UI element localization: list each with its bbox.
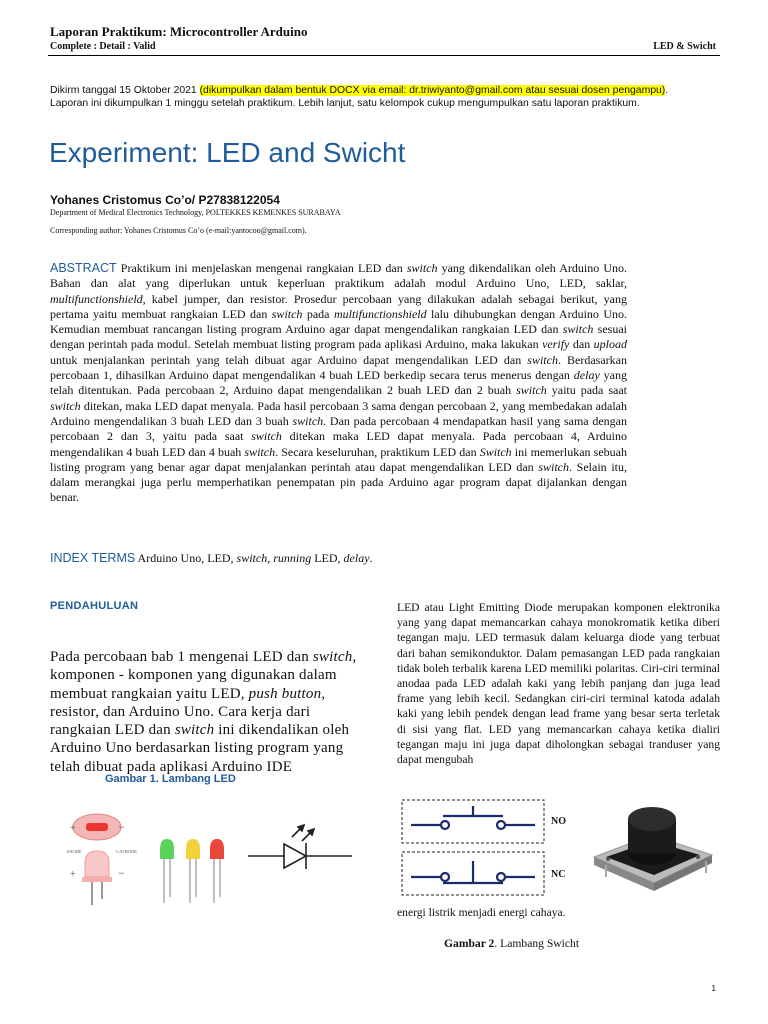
green-led <box>160 839 174 859</box>
intro-italic: switch <box>174 722 215 739</box>
notice-date: Dikirm tanggal 15 Oktober 2021 <box>50 85 200 96</box>
led-rim <box>82 877 112 882</box>
button-rivet <box>606 857 610 861</box>
corresponding-author: Corresponding author: Yohanes Cristomus Co’o (e-mail:yantocoo@gmail.com). <box>50 226 307 235</box>
abstract-text: . Berdasarkan percobaan 1, dihasilkan Arduino dapat mengendalikan 4 buah LED berkedip secara terus menerus dengan <box>50 352 627 383</box>
led-side-view <box>85 851 109 877</box>
intro-text: Pada percobaan bab 1 mengenai LED dan <box>50 649 313 665</box>
index-italic: switch <box>236 551 268 565</box>
abstract-text: ditekan maka LED dapat menyala. Pada percobaan 4, Arduino mengendalikan 4 buah LED dan 4 buah <box>50 429 627 459</box>
button-cap-top <box>628 807 676 831</box>
abstract-text: . Dan pada percobaan 4 mendapatkan hasil yang sama dengan percobaan 2 dan 3, yaitu pada saat <box>50 413 628 444</box>
plus-label-top: + <box>70 823 76 834</box>
intro-text: , resistor, dan Arduino Uno. Cara kerja dari rangkaian LED dan <box>50 685 326 739</box>
nc-switch-symbol <box>411 861 535 883</box>
figure1-led-symbol <box>52 801 364 906</box>
abstract-italic: multifunctionshield <box>333 306 427 321</box>
abstract-italic: switch <box>527 352 558 367</box>
minus-label-side: − <box>118 866 125 880</box>
running-header-title: Laporan Praktikum: Microcontroller Arduino <box>50 24 308 39</box>
page-number: 1 <box>711 984 716 993</box>
abstract-italic: switch <box>562 322 594 337</box>
anode-label: ANODE <box>66 849 82 854</box>
intro-italic: switch <box>312 649 353 665</box>
nc-label: NC <box>551 869 566 880</box>
led-description-tail: energi listrik menjadi energi cahaya. <box>397 906 566 919</box>
abstract-text: lalu dihubungkan dengan Arduino Uno. Kemudian membuat rancangan listing program Arduino agar dapat mengendalikan rangkaian LED dan <box>50 306 628 337</box>
abstract-text: sesuai dengan perintah pada modul. Setelah membuat listing program pada aplikasi Arduino, maka lakukan <box>50 322 627 352</box>
index-italic: delay <box>343 551 370 565</box>
figure2-switch-symbols <box>399 797 576 897</box>
led-description-paragraph: LED atau Light Emitting Diode merupakan komponen elektronika yang yang dapat memancarkan cahaya monokromatik ketika diberi tegangan maju. LED termasuk dalam keluarga diode yang terbuat dari bahan semikonduktor. Dalam pemasangan LED pada rangkaian tidak boleh terbalik karena LED memiliki polaritas. Ciri-ciri terminal anodaa pada LED adalah kaki yang lebih panjang dan juga lead frame yang lebih kecil. Sedangkan ciri-ciri terminal katoda adalah kaki yang lebih pendek dengan lead frame yang besar serta terletak di sisi yang flat. LED yang memancarkan cahaya ketika dialiri tegangan maju ini juga dapat diholongkan sebagai tranduser yang dapat mengubah <box>397 601 720 767</box>
abstract-text: dan <box>569 337 594 352</box>
header-divider <box>48 55 720 56</box>
abstract-italic: switch <box>50 398 81 413</box>
affiliation: Department of Medical Electronics Technology, POLTEKKES KEMENKES SURABAYA <box>50 208 341 217</box>
no-switch-symbol <box>411 806 535 829</box>
figure1-caption: Gambar 1. Lambang LED <box>105 773 236 785</box>
figure2-caption-text: . Lambang Swicht <box>494 937 580 950</box>
notice-period: . <box>665 85 669 96</box>
notice-highlight: (dikumpulkan dalam bentuk DOCX via email: dr.triwiyanto@gmail.com atau sesuai dosen pengampu) <box>199 85 666 96</box>
plus-label-side: + <box>70 869 76 880</box>
notice-line2: Laporan ini dikumpulkan 1 minggu setelah praktikum. Lebih lanjut, satu kelompok cukup mengumpulkan satu laporan praktikum. <box>50 98 640 109</box>
abstract-italic: delay <box>573 368 600 383</box>
index-text: LED, <box>311 551 344 565</box>
abstract-label: ABSTRACT <box>50 261 117 275</box>
abstract-text: untuk menjalankan perintah yang telah dibuat agar Arduino dapat mengendalikan LED dan <box>50 352 528 367</box>
abstract-text: yaitu pada saat <box>546 383 627 398</box>
abstract-text: yang telah ditentukan. Pada percobaan 2, Arduino dapat mengendalikan 2 buah LED dan 2 buah <box>50 368 628 398</box>
led-schematic-symbol <box>248 825 352 869</box>
abstract-text: . Selain itu, dalam merangkai juga perlu memperhatikan penempatan pin pada Arduino agar program dapat dijalankan dengan benar. <box>50 459 627 505</box>
abstract-italic: switch <box>538 459 570 474</box>
abstract-text: pada <box>302 306 334 321</box>
figure2-caption-number: Gambar 2 <box>444 937 495 950</box>
running-header-right: LED & Swicht <box>653 41 716 52</box>
intro-italic: push button <box>248 685 322 702</box>
abstract-italic: Switch <box>479 444 512 459</box>
button-rivet <box>696 855 700 859</box>
index-terms-label: INDEX TERMS <box>50 551 136 565</box>
index-text: Arduino Uno, LED, <box>135 551 237 565</box>
no-label: NO <box>551 816 566 827</box>
abstract-paragraph <box>50 261 627 506</box>
index-terms <box>50 551 373 566</box>
abstract-italic: upload <box>593 337 627 352</box>
intro-paragraph <box>50 648 370 776</box>
abstract-italic: switch <box>244 444 276 459</box>
paper-title: Experiment: LED and Swicht <box>49 137 406 168</box>
red-led <box>210 839 224 859</box>
abstract-text: ditekan, maka LED dapat menyala. Pada hasil percobaan 3 sama dengan percobaan 2, yang membedakan adalah Arduino mengendalikan 3 buah LED dan 3 buah <box>50 398 627 428</box>
author-name: Yohanes Cristomus Co’o/ P27838122054 <box>50 193 280 207</box>
abstract-text: . Secara keseluruhan, praktikum LED dan <box>275 444 480 459</box>
abstract-text: ini memerlukan sebuah listing program yang benar agar dapat menjalankan perintah atau dapat mengendalikan LED dan <box>50 444 627 474</box>
running-header-subtitle: Complete : Detail : Valid <box>50 41 156 52</box>
led-die <box>86 823 108 831</box>
abstract-italic: verify <box>542 337 570 352</box>
figure2-push-button-photo <box>586 797 718 897</box>
index-italic: running <box>273 551 312 565</box>
abstract-italic: switch <box>406 261 438 275</box>
yellow-led <box>186 839 200 859</box>
figure2-caption <box>444 937 579 950</box>
abstract-italic: switch <box>271 306 303 321</box>
intro-text: ini dikendalikan oleh Arduino Uno berdasarkan listing program yang telah dibuat pada aplikasi Arduino IDE <box>50 722 350 775</box>
abstract-italic: switch <box>516 383 547 398</box>
section-heading-pendahuluan: PENDAHULUAN <box>50 600 139 612</box>
index-text: , <box>267 551 274 565</box>
abstract-text: Praktikum ini menjelaskan mengenai rangkaian LED dan <box>116 261 407 275</box>
submission-notice <box>50 84 730 110</box>
intro-text: , komponen - komponen yang digunakan dalam membuat rangkaian yaitu LED, <box>50 649 357 702</box>
colored-leds <box>160 839 224 903</box>
abstract-italic: multifunctionshield <box>50 291 143 306</box>
abstract-italic: switch <box>251 429 282 444</box>
abstract-italic: switch <box>292 413 324 428</box>
abstract-text: yang dikendalikan oleh Arduino Uno. Bahan dan alat yang diperlukan untuk keperluan praktikum adalah modul Arduino Uno, LED, saklar, <box>50 261 627 291</box>
cathode-label: CATHODE <box>116 849 137 854</box>
minus-label-top: − <box>118 820 125 834</box>
index-text: . <box>369 551 373 565</box>
abstract-text: , kabel jumper, dan resistor. Prosedur percobaan yang dilakukan adalah sebagai berikut, yang pertama yaitu membuat rangkaian LED dan <box>50 291 627 321</box>
